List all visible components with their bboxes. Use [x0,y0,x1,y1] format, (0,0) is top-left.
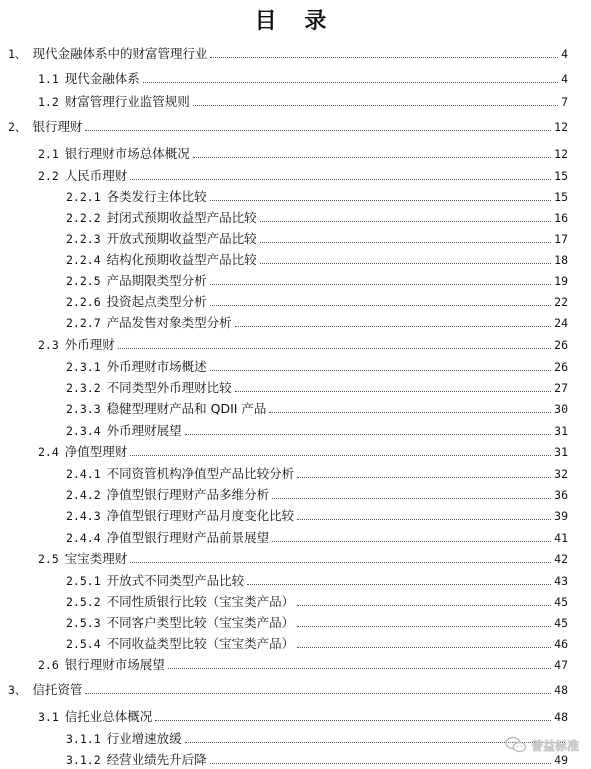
toc-entry-number: 2.5.4 [66,637,101,651]
toc-entry-page: 41 [554,531,568,545]
toc-entry-label: 银行理财市场总体概况 [64,146,190,161]
toc-entry-number: 2.2.5 [66,274,101,288]
toc-entry[interactable] [38,335,568,353]
toc-entry[interactable] [66,229,568,247]
toc-entry-number: 3.1.2 [66,753,101,767]
toc-entry[interactable] [66,729,568,747]
toc-entry-page: 49 [554,753,568,767]
toc-entry-page: 36 [554,488,568,502]
toc-entry-label: 人民币理财 [64,168,128,183]
toc-entry-label: 不同收益类型比较（宝宝类产品） [106,636,295,651]
toc-entry-label: 银行理财市场展望 [64,657,165,672]
toc-entry-page: 27 [554,381,568,395]
toc-entry-page: 45 [554,616,568,630]
toc-entry[interactable] [66,187,568,205]
toc-entry-label: 不同性质银行比较（宝宝类产品） [106,594,295,609]
toc-entry-number: 3、 [8,683,27,697]
toc-leader-dots [260,262,552,264]
toc-entry-label: 不同资管机构净值型产品比较分析 [106,466,295,481]
toc-leader-dots [210,304,552,306]
toc-entry-page: 4 [561,72,568,86]
toc-entry[interactable] [66,750,568,768]
toc-entry[interactable] [66,292,568,310]
toc-entry-number: 2.5 [38,552,59,566]
toc-entry-label: 行业增速放缓 [106,731,182,746]
toc-leader-dots [210,283,552,285]
toc-leader-dots [297,604,551,606]
toc-entry-number: 2.1 [38,147,59,161]
toc-leader-dots [297,646,551,648]
toc-entry-page: 7 [561,95,568,109]
toc-entry-label: 不同类型外币理财比较 [106,380,232,395]
toc-entry-label: 开放式不同类型产品比较 [106,573,245,588]
toc-entry[interactable] [66,357,568,375]
toc-entry[interactable] [66,506,568,524]
toc-entry-page: 24 [554,316,568,330]
toc-entry[interactable] [66,271,568,289]
toc-entry-number: 2.3.2 [66,381,101,395]
toc-entry-page: 48 [554,710,568,724]
toc-entry[interactable] [66,485,568,503]
toc-entry-page: 46 [554,637,568,651]
toc-leader-dots [272,497,551,499]
toc-entry-label: 银行理财 [32,119,83,134]
toc-entry-label: 净值型银行理财产品多维分析 [106,487,270,502]
toc-entry-label: 净值型理财 [64,444,128,459]
toc-entry-number: 2.2.4 [66,253,101,267]
toc-entry[interactable] [66,250,568,268]
watermark [505,735,579,755]
toc-entry-label: 不同客户类型比较（宝宝类产品） [106,615,295,630]
toc-leader-dots [85,692,551,694]
toc-entry[interactable] [38,69,568,87]
toc-entry-label: 外币理财市场概述 [106,359,207,374]
toc-entry-number: 2.2.3 [66,232,101,246]
toc-leader-dots [143,81,558,83]
toc-leader-dots [193,104,558,106]
toc-leader-dots [185,433,552,435]
toc-leader-dots [235,325,552,327]
toc-entry-label: 净值型银行理财产品前景展望 [106,530,270,545]
toc-entry[interactable] [38,166,568,184]
toc-leader-dots [168,667,551,669]
toc-entry-number: 2.6 [38,658,59,672]
toc-entry-label: 信托业总体概况 [64,709,153,724]
toc-entry-page: 32 [554,467,568,481]
toc-entry-number: 1.1 [38,72,59,86]
toc-entry-page: 31 [554,424,568,438]
toc-leader-dots [297,476,551,478]
toc-entry-page: 16 [554,211,568,225]
toc-entry-page: 22 [554,295,568,309]
toc-entry[interactable] [8,680,568,698]
toc-leader-dots [210,369,552,371]
toc-entry-number: 2.2.6 [66,295,101,309]
toc-entry-number: 2.4.3 [66,509,101,523]
watermark-text: 普益标准 [530,738,579,753]
toc-entry-number: 2.2.7 [66,316,101,330]
toc-entry-page: 48 [554,683,568,697]
toc-entry[interactable] [66,208,568,226]
page-title: 目 录 [254,8,337,34]
toc-entry[interactable] [66,421,568,439]
toc-entry-label: 封闭式预期收益型产品比较 [106,210,257,225]
toc-entry[interactable] [8,117,568,135]
toc-entry-page: 43 [554,574,568,588]
toc-leader-dots [235,390,552,392]
toc-entry[interactable] [38,549,568,567]
toc-entry[interactable] [38,442,568,460]
toc-entry-label: 各类发行主体比较 [106,189,207,204]
toc-entry-label: 结构化预期收益型产品比较 [106,252,257,267]
toc-entry[interactable] [66,464,568,482]
toc-entry-number: 2.4 [38,445,59,459]
toc-entry-label: 宝宝类理财 [64,551,128,566]
toc-entry[interactable] [38,144,568,162]
toc-entry-number: 2.5.1 [66,574,101,588]
toc-entry-label: 信托资管 [32,682,83,697]
toc-entry-page: 31 [554,445,568,459]
toc-leader-dots [155,719,551,721]
toc-entry-number: 2.4.4 [66,531,101,545]
toc-entry-number: 2.4.2 [66,488,101,502]
toc-entry[interactable] [66,613,568,631]
toc-entry-page: 15 [554,169,568,183]
toc-leader-dots [210,199,552,201]
toc-leader-dots [269,411,551,413]
toc-entry-number: 2.3.3 [66,402,101,416]
toc-entry[interactable] [66,378,568,396]
toc-entry-page: 45 [554,595,568,609]
toc-entry-label: 产品期限类型分析 [106,273,207,288]
toc-entry-page: 12 [554,120,568,134]
toc-entry-page: 42 [554,552,568,566]
toc-entry-label: 现代金融体系 [64,71,140,86]
toc-entry-label: 净值型银行理财产品月度变化比较 [106,508,295,523]
toc-entry-page: 47 [554,658,568,672]
toc-entry[interactable] [38,92,568,110]
toc-entry-page: 26 [554,360,568,374]
toc-entry-number: 2.3.4 [66,424,101,438]
toc-entry-label: 投资起点类型分析 [106,294,207,309]
toc-entry[interactable] [66,399,568,417]
toc-entry-page: 17 [554,232,568,246]
toc-entry[interactable] [66,571,568,589]
toc-entry-number: 2.3.1 [66,360,101,374]
toc-entry-page: 39 [554,509,568,523]
toc-leader-dots [247,583,551,585]
toc-entry-page: 4 [561,47,568,61]
toc-entry-number: 2.5.2 [66,595,101,609]
toc-entry-number: 2.5.3 [66,616,101,630]
toc-entry-number: 3.1.1 [66,732,101,746]
toc-entry-label: 外币理财 [64,337,115,352]
wechat-icon [505,736,527,754]
toc-entry-page: 18 [554,253,568,267]
toc-entry-label: 外币理财展望 [106,423,182,438]
toc-entry-number: 2.2 [38,169,59,183]
toc-leader-dots [130,178,551,180]
toc-entry[interactable] [38,655,568,673]
toc-entry-number: 3.1 [38,710,59,724]
toc-leader-dots [193,156,551,158]
toc-entry-page: 19 [554,274,568,288]
toc-entry-number: 1.2 [38,95,59,109]
toc-leader-dots [85,129,551,131]
toc-entry-page: 15 [554,190,568,204]
toc-entry[interactable] [38,707,568,725]
toc-entry[interactable] [66,592,568,610]
toc-entry-number: 2.4.1 [66,467,101,481]
toc-entry-page: 26 [554,338,568,352]
toc-entry-number: 2.3 [38,338,59,352]
toc-leader-dots [297,518,551,520]
toc-entry-label: 稳健型理财产品和 QDII 产品 [106,401,267,416]
toc-entry-label: 经营业绩先升后降 [106,752,207,767]
toc-leader-dots [210,762,552,764]
toc-entry-label: 现代金融体系中的财富管理行业 [32,46,208,61]
toc-entry-page: 12 [554,147,568,161]
toc-leader-dots [210,56,558,58]
toc-leader-dots [260,220,552,222]
toc-entry[interactable] [66,313,568,331]
toc-leader-dots [130,561,551,563]
toc-entry-number: 1、 [8,47,27,61]
toc-entry[interactable] [66,634,568,652]
toc-entry-number: 2、 [8,120,27,134]
toc-leader-dots [130,454,551,456]
toc-leader-dots [260,241,552,243]
toc-entry-label: 产品发售对象类型分析 [106,315,232,330]
toc-entry[interactable] [8,44,568,62]
toc-leader-dots [297,625,551,627]
toc-entry-label: 开放式预期收益型产品比较 [106,231,257,246]
toc-entry-number: 2.2.1 [66,190,101,204]
toc-entry[interactable] [66,528,568,546]
toc-leader-dots [272,540,551,542]
toc-entry-label: 财富管理行业监管规则 [64,94,190,109]
toc-entry-number: 2.2.2 [66,211,101,225]
toc-leader-dots [118,347,551,349]
toc-entry-page: 30 [554,402,568,416]
